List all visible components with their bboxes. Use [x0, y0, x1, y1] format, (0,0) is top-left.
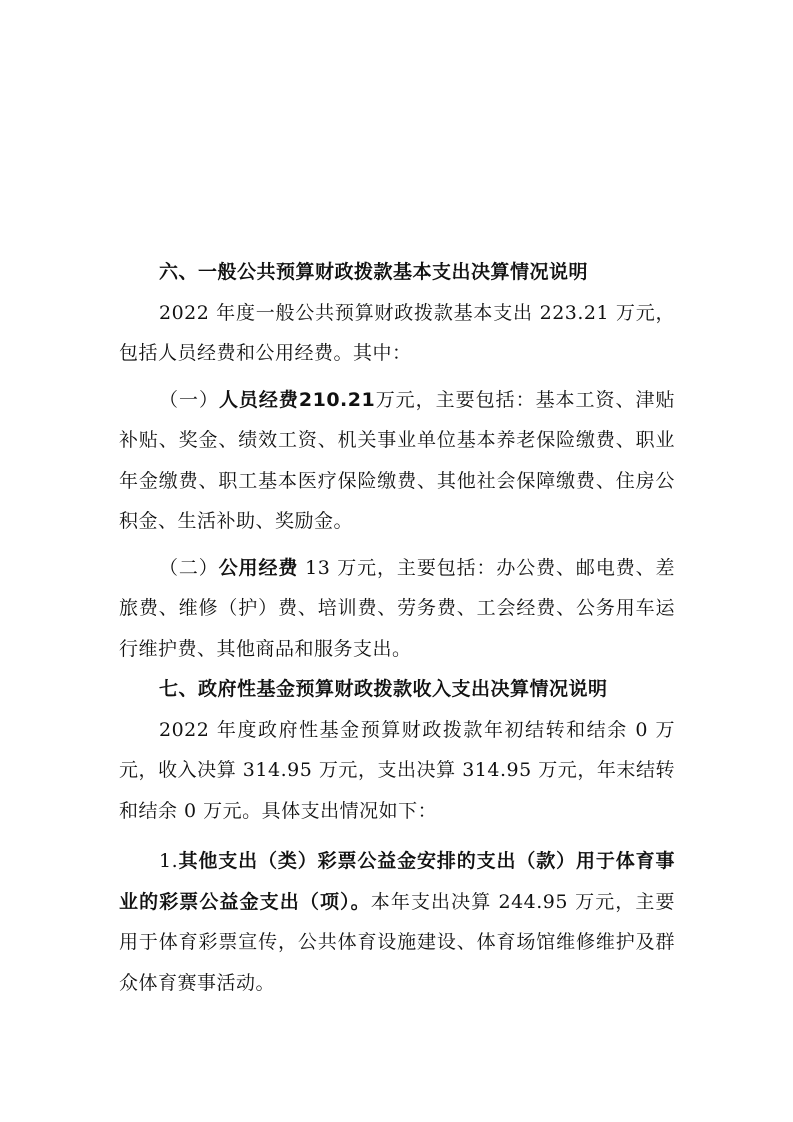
personnel-label: 人员经费 — [218, 388, 299, 411]
document-body — [119, 252, 675, 1003]
personnel-paragraph — [119, 380, 675, 542]
personnel-prefix: （一） — [159, 388, 219, 411]
item1-title: 其他支出（类）彩票公益金安排的支出（款）用于体育事业的彩票公益金支出（项）。 — [119, 850, 675, 913]
item1-paragraph — [119, 841, 675, 1003]
personnel-amount: 210.21 — [298, 388, 376, 411]
item1-text: 本年支出决算 244.95 万元，主要用于体育彩票宣传，公共体育设施建设、体育场馆维修维护及群众体育赛事活动。 — [119, 890, 675, 994]
item1-number: 1. — [159, 850, 179, 872]
section7-heading: 七、政府性基金预算财政拨款收入支出决算情况说明 — [159, 678, 608, 700]
public-paragraph — [119, 548, 675, 670]
public-label: 公用经费 — [218, 556, 299, 579]
personnel-text: 万元，主要包括：基本工资、津贴补贴、奖金、绩效工资、机关事业单位基本养老保险缴费、职业年金缴费、职工基本医疗保险缴费、其他社会保障缴费、住房公积金、生活补助、奖励金。 — [119, 388, 675, 532]
public-text: 13 万元，主要包括：办公费、邮电费、差旅费、维修（护）费、培训费、劳务费、工会经费、公务用车运行维护费、其他商品和服务支出。 — [119, 556, 675, 660]
public-prefix: （二） — [159, 556, 219, 579]
section6-intro: 2022 年度一般公共预算财政拨款基本支出 223.21 万元，包括人员经费和公用经费。其中： — [119, 301, 675, 364]
section7-intro: 2022 年度政府性基金预算财政拨款年初结转和结余 0 万元，收入决算 314.95 万元，支出决算 314.95 万元，年末结转和结余 0 万元。具体支出情况如下： — [119, 718, 675, 822]
section6-heading: 六、一般公共预算财政拨款基本支出决算情况说明 — [159, 261, 589, 283]
